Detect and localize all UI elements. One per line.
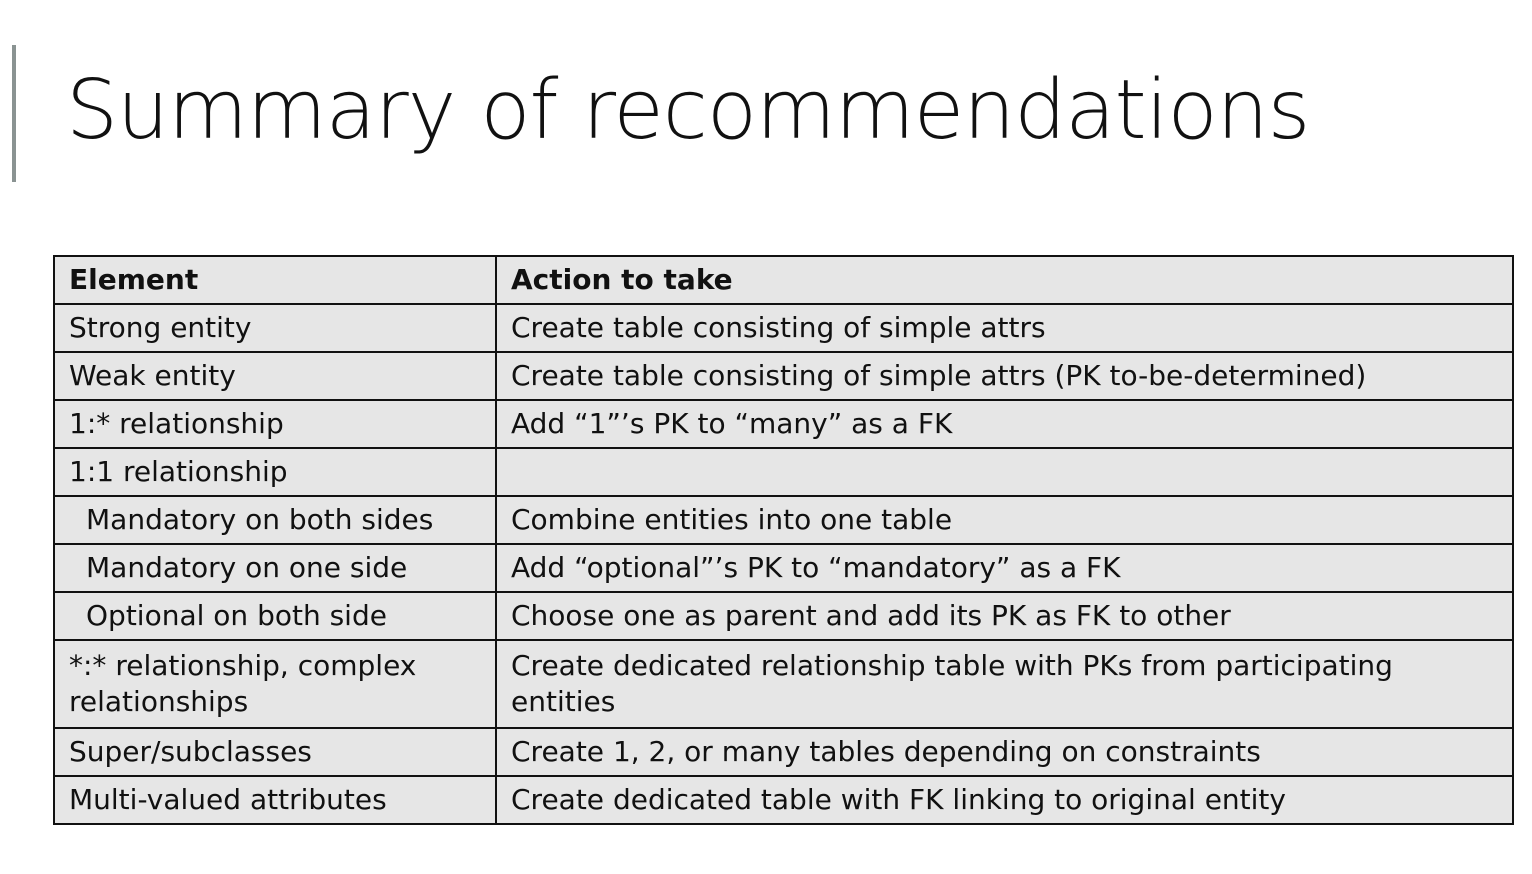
action-cell: Create dedicated table with FK linking to original entity xyxy=(496,776,1513,824)
element-cell: Mandatory on one side xyxy=(54,544,496,592)
element-cell: Optional on both side xyxy=(54,592,496,640)
table-row xyxy=(54,304,1513,352)
table-row-subitem xyxy=(54,592,1513,640)
element-cell: Super/subclasses xyxy=(54,728,496,776)
element-cell: Weak entity xyxy=(54,352,496,400)
element-cell: 1:* relationship xyxy=(54,400,496,448)
header-element: Element xyxy=(54,256,496,304)
action-cell: Combine entities into one table xyxy=(496,496,1513,544)
action-cell: Add “1”’s PK to “many” as a FK xyxy=(496,400,1513,448)
recommendations-table xyxy=(53,255,1514,825)
action-cell: Create dedicated relationship table with PKs from participating entities xyxy=(496,640,1513,728)
title-accent-bar xyxy=(12,45,16,182)
table-row-subitem xyxy=(54,496,1513,544)
element-cell: Multi-valued attributes xyxy=(54,776,496,824)
table-row xyxy=(54,352,1513,400)
element-cell: 1:1 relationship xyxy=(54,448,496,496)
table-row xyxy=(54,400,1513,448)
action-cell xyxy=(496,448,1513,496)
slide-title: Summary of recommendations xyxy=(66,63,1310,158)
recommendations-table-container xyxy=(53,255,1512,825)
element-cell: *:* relationship, complex relationships xyxy=(54,640,496,728)
table-row xyxy=(54,776,1513,824)
table-row xyxy=(54,448,1513,496)
action-cell: Create table consisting of simple attrs (PK to-be-determined) xyxy=(496,352,1513,400)
action-cell: Create 1, 2, or many tables depending on constraints xyxy=(496,728,1513,776)
element-cell: Strong entity xyxy=(54,304,496,352)
table-row xyxy=(54,728,1513,776)
action-cell: Choose one as parent and add its PK as FK to other xyxy=(496,592,1513,640)
header-action: Action to take xyxy=(496,256,1513,304)
table-row xyxy=(54,640,1513,728)
table-header-row xyxy=(54,256,1513,304)
action-cell: Add “optional”’s PK to “mandatory” as a FK xyxy=(496,544,1513,592)
table-row-subitem xyxy=(54,544,1513,592)
action-cell: Create table consisting of simple attrs xyxy=(496,304,1513,352)
element-cell: Mandatory on both sides xyxy=(54,496,496,544)
